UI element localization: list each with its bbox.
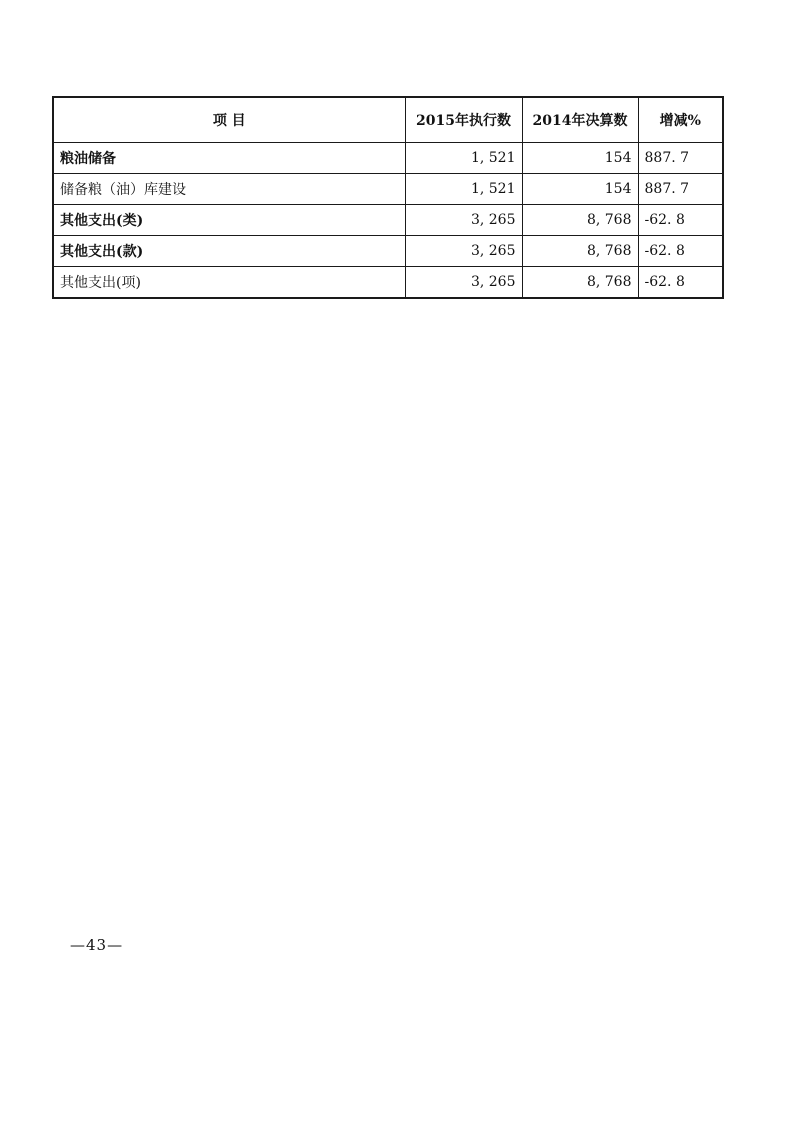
header-change-percent: 增减% (638, 97, 723, 143)
row-2014-value: 8, 768 (522, 236, 638, 267)
header-2014-final: 2014年决算数 (522, 97, 638, 143)
row-change-value: 887. 7 (638, 143, 723, 174)
row-2015-value: 1, 521 (405, 143, 522, 174)
row-2014-value: 8, 768 (522, 267, 638, 299)
budget-table (52, 96, 724, 299)
row-item-label: 其他支出(项) (53, 267, 405, 299)
row-item-label: 其他支出(类) (53, 205, 405, 236)
header-2015-actual: 2015年执行数 (405, 97, 522, 143)
row-2014-value: 154 (522, 143, 638, 174)
row-item-label: 储备粮（油）库建设 (53, 174, 405, 205)
page-number: —43— (70, 936, 124, 954)
header-item: 项 目 (53, 97, 405, 143)
row-change-value: -62. 8 (638, 236, 723, 267)
table-row (53, 205, 723, 236)
row-change-value: -62. 8 (638, 267, 723, 299)
row-change-value: -62. 8 (638, 205, 723, 236)
row-item-label: 其他支出(款) (53, 236, 405, 267)
row-2015-value: 1, 521 (405, 174, 522, 205)
table-row (53, 174, 723, 205)
table-row (53, 143, 723, 174)
table-header-row (53, 97, 723, 143)
row-2014-value: 154 (522, 174, 638, 205)
row-2015-value: 3, 265 (405, 205, 522, 236)
table-row (53, 267, 723, 299)
row-change-value: 887. 7 (638, 174, 723, 205)
row-2014-value: 8, 768 (522, 205, 638, 236)
table-row (53, 236, 723, 267)
row-2015-value: 3, 265 (405, 236, 522, 267)
row-item-label: 粮油储备 (53, 143, 405, 174)
row-2015-value: 3, 265 (405, 267, 522, 299)
